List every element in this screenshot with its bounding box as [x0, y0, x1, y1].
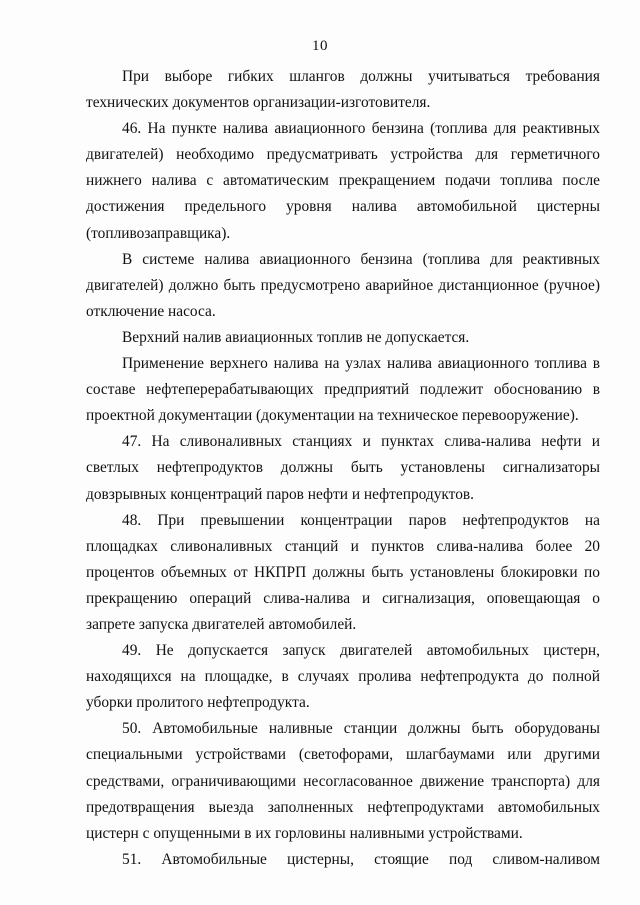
page-number: 10 — [312, 38, 328, 54]
paragraph-top-loading-prohibited: Верхний налив авиационных топлив не допускается. — [122, 328, 470, 346]
paragraph-50: 50. Автомобильные наливные станции должны быть оборудованы специальными устройствами (светофорами, шлагбаумами или другими средствами, ограничивающими несогласованное движение транспорта) для предотвращения выезда заполненных нефтепродуктами автомобильных цистерн с опущенными в их горловины наливными устройствами. — [86, 720, 600, 842]
paragraph-51: 51. Автомобильные цистерны, стоящие под сливом-наливом — [122, 850, 600, 868]
paragraph-top-loading-justification: Применение верхнего налива на узлах налива авиационного топлива в составе нефтеперерабатывающих предприятий подлежит обоснованию в проектной документации (документации на техническое перевооружение). — [86, 355, 600, 425]
document-body — [86, 64, 600, 873]
paragraph-48: 48. При превышении концентрации паров нефтепродуктов на площадках сливоналивных станций и пунктов слива-налива более 20 процентов объемных от НКПРП должны быть установлены блокировки по прекращению операций слива-налива и сигнализация, оповещающая о запрете запуска двигателей автомобилей. — [86, 511, 600, 633]
paragraph-emergency-shutoff: В системе налива авиационного бензина (топлива для реактивных двигателей) должно быть предусмотрено аварийное дистанционное (ручное) отключение насоса. — [86, 250, 600, 320]
paragraph-hoses: При выборе гибких шлангов должны учитываться требования технических документов организации-изготовителя. — [86, 68, 600, 112]
paragraph-47: 47. На сливоналивных станциях и пунктах слива-налива нефти и светлых нефтепродуктов должны быть установлены сигнализаторы довзрывных концентраций паров нефти и нефтепродуктов. — [86, 433, 600, 503]
paragraph-46: 46. На пункте налива авиационного бензина (топлива для реактивных двигателей) необходимо предусматривать устройства для герметичного нижнего налива с автоматическим прекращением подачи топлива после достижения предельного уровня налива автомобильной цистерны (топливозаправщика). — [86, 120, 600, 242]
paragraph-49: 49. Не допускается запуск двигателей автомобильных цистерн, находящихся на площадке, в случаях пролива нефтепродукта до полной уборки пролитого нефтепродукта. — [86, 642, 600, 712]
